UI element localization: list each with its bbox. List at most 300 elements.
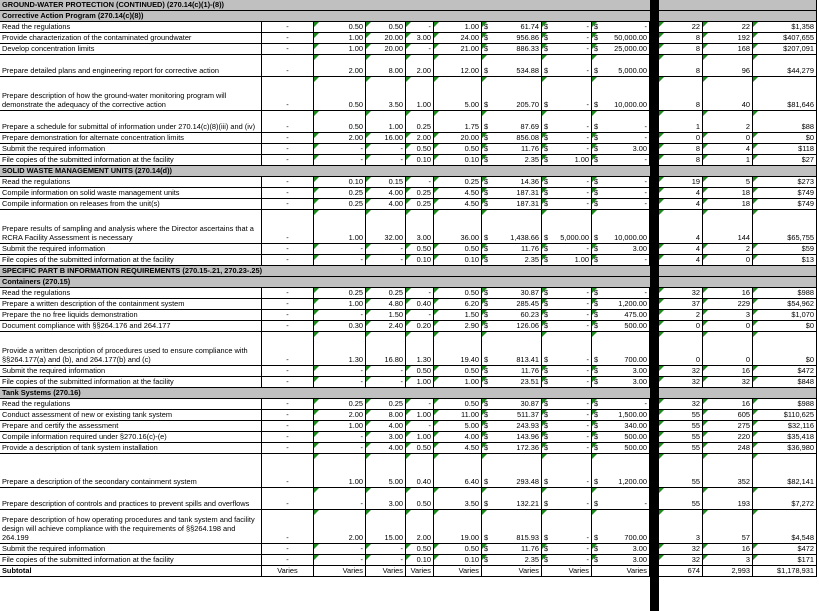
cell-c2[interactable]: 1.00 xyxy=(314,454,366,488)
cell-c4[interactable]: Varies xyxy=(406,566,434,577)
cell-c3[interactable]: 4.00 xyxy=(366,188,406,199)
cell-c3[interactable]: 4.00 xyxy=(366,443,406,454)
cell-c11[interactable]: $0 xyxy=(753,133,817,144)
cell-c5[interactable]: 0.50 xyxy=(434,399,482,410)
cell-c6[interactable] xyxy=(482,432,542,443)
cell-c6[interactable] xyxy=(482,155,542,166)
cell-c6[interactable] xyxy=(482,244,542,255)
cell-c3[interactable]: 3.00 xyxy=(366,432,406,443)
cell-c11[interactable]: $7,272 xyxy=(753,488,817,510)
cell-c2[interactable]: 2.00 xyxy=(314,133,366,144)
cell-c6[interactable] xyxy=(482,332,542,366)
cell-c11[interactable]: $848 xyxy=(753,377,817,388)
cell-c7[interactable] xyxy=(542,544,592,555)
row-description[interactable]: File copies of the submitted information at the facility xyxy=(0,255,262,266)
cell-c1[interactable]: - xyxy=(262,288,314,299)
row-description[interactable]: Submit the required information xyxy=(0,544,262,555)
cell-c5[interactable]: 2.90 xyxy=(434,321,482,332)
cell-c2[interactable]: - xyxy=(314,432,366,443)
cell-c4[interactable]: 1.30 xyxy=(406,332,434,366)
cell-c4[interactable]: 1.00 xyxy=(406,410,434,421)
cell-c2[interactable]: 1.00 xyxy=(314,421,366,432)
cell-c2[interactable]: 1.30 xyxy=(314,332,366,366)
cell-c6[interactable] xyxy=(482,188,542,199)
cell-c4[interactable]: 0.25 xyxy=(406,199,434,210)
cell-c4[interactable]: - xyxy=(406,44,434,55)
cell-c9[interactable]: 8 xyxy=(659,144,703,155)
cell-c1[interactable]: - xyxy=(262,133,314,144)
section-label[interactable]: SOLID WASTE MANAGEMENT UNITS (270.14(d)) xyxy=(0,166,650,177)
cell-c7[interactable] xyxy=(542,188,592,199)
cell-c5[interactable]: 0.10 xyxy=(434,255,482,266)
cell-c4[interactable]: 0.50 xyxy=(406,244,434,255)
section-label[interactable]: Corrective Action Program (270.14(c)(8)) xyxy=(0,11,650,22)
cell-c2[interactable]: Varies xyxy=(314,566,366,577)
cell-c11[interactable]: $171 xyxy=(753,555,817,566)
cell-c7[interactable] xyxy=(542,55,592,77)
cell-c2[interactable]: - xyxy=(314,443,366,454)
cell-c10[interactable]: 96 xyxy=(703,55,753,77)
table-title-text[interactable]: GROUND-WATER PROTECTION (CONTINUED) (270.14(c)(1)-(8)) xyxy=(0,0,650,11)
cell-c1[interactable]: - xyxy=(262,244,314,255)
cell-c6[interactable] xyxy=(482,544,542,555)
cell-c1[interactable]: - xyxy=(262,377,314,388)
cell-c5[interactable]: 20.00 xyxy=(434,133,482,144)
cell-c8[interactable] xyxy=(592,33,650,44)
cell-c5[interactable]: 0.25 xyxy=(434,177,482,188)
cell-c8[interactable] xyxy=(592,488,650,510)
cell-c5[interactable]: 5.00 xyxy=(434,77,482,111)
cell-c6[interactable] xyxy=(482,510,542,544)
cell-c3[interactable]: 1.50 xyxy=(366,310,406,321)
cell-c7[interactable] xyxy=(542,432,592,443)
cell-c5[interactable]: Varies xyxy=(434,566,482,577)
cell-c5[interactable]: 4.00 xyxy=(434,432,482,443)
cell-c9[interactable]: 674 xyxy=(659,566,703,577)
cell-c11[interactable]: $110,625 xyxy=(753,410,817,421)
cell-c5[interactable]: 0.10 xyxy=(434,555,482,566)
cell-c1[interactable]: - xyxy=(262,177,314,188)
cell-c4[interactable]: - xyxy=(406,288,434,299)
cell-c4[interactable]: 0.50 xyxy=(406,544,434,555)
cell-c2[interactable]: - xyxy=(314,366,366,377)
cell-c9[interactable]: 0 xyxy=(659,321,703,332)
cell-c3[interactable]: 20.00 xyxy=(366,44,406,55)
cell-c6[interactable] xyxy=(482,33,542,44)
row-description[interactable]: Prepare demonstration for alternate concentration limits xyxy=(0,133,262,144)
cell-c8[interactable] xyxy=(592,366,650,377)
cell-c7[interactable] xyxy=(542,399,592,410)
cell-c9[interactable]: 0 xyxy=(659,133,703,144)
cell-c1[interactable]: - xyxy=(262,111,314,133)
cell-c1[interactable]: - xyxy=(262,144,314,155)
cell-c5[interactable]: 6.20 xyxy=(434,299,482,310)
cell-c11[interactable]: $988 xyxy=(753,288,817,299)
cell-c7[interactable] xyxy=(542,133,592,144)
cell-c6[interactable] xyxy=(482,299,542,310)
cell-c8[interactable] xyxy=(592,377,650,388)
cell-c5[interactable]: 0.50 xyxy=(434,544,482,555)
cell-c4[interactable]: 1.00 xyxy=(406,377,434,388)
cell-c8[interactable] xyxy=(592,177,650,188)
cell-c11[interactable]: $54,962 xyxy=(753,299,817,310)
cell-c5[interactable]: 24.00 xyxy=(434,33,482,44)
cell-c8[interactable] xyxy=(592,288,650,299)
cell-c10[interactable]: 18 xyxy=(703,188,753,199)
cell-c8[interactable] xyxy=(592,22,650,33)
cell-c7[interactable] xyxy=(542,44,592,55)
cell-c5[interactable]: 0.50 xyxy=(434,366,482,377)
cell-c9[interactable]: 8 xyxy=(659,155,703,166)
cell-c8[interactable] xyxy=(592,399,650,410)
cell-c1[interactable]: - xyxy=(262,410,314,421)
cell-c7[interactable] xyxy=(542,488,592,510)
cell-c10[interactable]: 605 xyxy=(703,410,753,421)
cell-c10[interactable]: 3 xyxy=(703,555,753,566)
cell-c5[interactable]: 11.00 xyxy=(434,410,482,421)
cell-c2[interactable]: 1.00 xyxy=(314,299,366,310)
cell-c4[interactable]: 2.00 xyxy=(406,55,434,77)
cell-c9[interactable]: 32 xyxy=(659,366,703,377)
cell-c7[interactable] xyxy=(542,366,592,377)
cell-c1[interactable]: - xyxy=(262,510,314,544)
row-description[interactable]: Read the regulations xyxy=(0,22,262,33)
cell-c9[interactable]: 4 xyxy=(659,210,703,244)
cell-c10[interactable]: 248 xyxy=(703,443,753,454)
cell-c9[interactable]: 32 xyxy=(659,288,703,299)
cell-c3[interactable]: 0.25 xyxy=(366,399,406,410)
cell-c3[interactable]: - xyxy=(366,155,406,166)
cell-c11[interactable]: $273 xyxy=(753,177,817,188)
cell-c6[interactable] xyxy=(482,199,542,210)
cell-c7[interactable] xyxy=(542,144,592,155)
row-description[interactable]: Conduct assessment of new or existing tank system xyxy=(0,410,262,421)
cell-c3[interactable]: - xyxy=(366,555,406,566)
cell-c5[interactable]: 6.40 xyxy=(434,454,482,488)
cell-c8[interactable] xyxy=(592,210,650,244)
cell-c5[interactable]: 0.50 xyxy=(434,244,482,255)
cell-c2[interactable]: 0.10 xyxy=(314,177,366,188)
cell-c10[interactable]: 352 xyxy=(703,454,753,488)
cell-c7[interactable] xyxy=(542,210,592,244)
row-description[interactable]: Prepare a schedule for submittal of information under 270.14(c)(8)(iii) and (iv) xyxy=(0,111,262,133)
cell-c9[interactable]: 32 xyxy=(659,555,703,566)
cell-c2[interactable]: 1.00 xyxy=(314,44,366,55)
row-description[interactable]: Provide a written description of procedures used to ensure compliance with §§264.177(a) and (b), and 264.177(b) and (c) xyxy=(0,332,262,366)
row-description[interactable]: Read the regulations xyxy=(0,399,262,410)
section-label[interactable]: Tank Systems (270.16) xyxy=(0,388,650,399)
cell-c3[interactable]: 3.50 xyxy=(366,77,406,111)
cell-c9[interactable]: 37 xyxy=(659,299,703,310)
cell-c2[interactable]: 1.00 xyxy=(314,210,366,244)
cell-c6[interactable] xyxy=(482,488,542,510)
cell-c2[interactable]: 0.25 xyxy=(314,288,366,299)
cell-c11[interactable]: $59 xyxy=(753,244,817,255)
cell-c3[interactable]: 3.00 xyxy=(366,488,406,510)
cell-c11[interactable]: $1,070 xyxy=(753,310,817,321)
cell-c7[interactable] xyxy=(542,332,592,366)
cell-c9[interactable]: 8 xyxy=(659,33,703,44)
cell-c4[interactable]: 0.40 xyxy=(406,299,434,310)
cell-c8[interactable] xyxy=(592,321,650,332)
cell-c8[interactable] xyxy=(592,44,650,55)
cell-c2[interactable]: - xyxy=(314,310,366,321)
cell-c6[interactable] xyxy=(482,555,542,566)
cell-c10[interactable]: 2 xyxy=(703,244,753,255)
cell-c4[interactable]: 0.10 xyxy=(406,255,434,266)
cell-c5[interactable]: 1.75 xyxy=(434,111,482,133)
cell-c6[interactable] xyxy=(482,366,542,377)
cell-c11[interactable]: $32,116 xyxy=(753,421,817,432)
cell-c3[interactable]: 8.00 xyxy=(366,55,406,77)
cell-c10[interactable]: 1 xyxy=(703,155,753,166)
cell-c9[interactable]: 55 xyxy=(659,454,703,488)
cell-c2[interactable]: - xyxy=(314,155,366,166)
cell-c4[interactable]: 0.50 xyxy=(406,443,434,454)
cell-c7[interactable] xyxy=(542,255,592,266)
cell-c9[interactable]: 55 xyxy=(659,443,703,454)
cell-c4[interactable]: 2.00 xyxy=(406,133,434,144)
cell-c3[interactable]: 0.25 xyxy=(366,288,406,299)
cell-c11[interactable]: $81,646 xyxy=(753,77,817,111)
cell-c9[interactable]: 2 xyxy=(659,310,703,321)
cell-c9[interactable]: 1 xyxy=(659,111,703,133)
cell-c5[interactable]: 3.50 xyxy=(434,488,482,510)
cell-c8[interactable] xyxy=(592,155,650,166)
cell-c8[interactable] xyxy=(592,133,650,144)
cell-c3[interactable]: 16.80 xyxy=(366,332,406,366)
cell-c1[interactable]: - xyxy=(262,443,314,454)
cell-c8[interactable] xyxy=(592,410,650,421)
cell-c1[interactable]: - xyxy=(262,210,314,244)
cell-c4[interactable]: 3.00 xyxy=(406,210,434,244)
row-description[interactable]: Read the regulations xyxy=(0,177,262,188)
row-description[interactable]: Provide a description of tank system installation xyxy=(0,443,262,454)
cell-c11[interactable]: $13 xyxy=(753,255,817,266)
cell-c8[interactable]: Varies xyxy=(592,566,650,577)
cell-c11[interactable]: $472 xyxy=(753,544,817,555)
cell-c7[interactable] xyxy=(542,22,592,33)
cell-c3[interactable]: 8.00 xyxy=(366,410,406,421)
cell-c11[interactable]: $407,655 xyxy=(753,33,817,44)
cell-c9[interactable]: 19 xyxy=(659,177,703,188)
cell-c8[interactable] xyxy=(592,77,650,111)
cell-c8[interactable] xyxy=(592,510,650,544)
cell-c1[interactable]: - xyxy=(262,321,314,332)
row-description[interactable]: Prepare detailed plans and engineering report for corrective action xyxy=(0,55,262,77)
cell-c6[interactable] xyxy=(482,55,542,77)
cell-c10[interactable]: 16 xyxy=(703,366,753,377)
cell-c3[interactable]: 4.80 xyxy=(366,299,406,310)
cell-c5[interactable]: 4.50 xyxy=(434,443,482,454)
cell-c6[interactable] xyxy=(482,210,542,244)
cell-c5[interactable]: 0.10 xyxy=(434,155,482,166)
row-description[interactable]: Provide characterization of the contaminated groundwater xyxy=(0,33,262,44)
cell-c2[interactable]: 2.00 xyxy=(314,510,366,544)
cell-c10[interactable]: 193 xyxy=(703,488,753,510)
cell-c6[interactable] xyxy=(482,44,542,55)
cell-c10[interactable]: 16 xyxy=(703,544,753,555)
cell-c8[interactable] xyxy=(592,255,650,266)
cell-c3[interactable]: - xyxy=(366,144,406,155)
row-description[interactable]: Develop concentration limits xyxy=(0,44,262,55)
cell-c11[interactable]: $35,418 xyxy=(753,432,817,443)
cell-c5[interactable]: 12.00 xyxy=(434,55,482,77)
cell-c8[interactable] xyxy=(592,332,650,366)
row-description[interactable]: Subtotal xyxy=(0,566,262,577)
cell-c1[interactable]: - xyxy=(262,454,314,488)
row-description[interactable]: Submit the required information xyxy=(0,244,262,255)
cell-c9[interactable]: 32 xyxy=(659,544,703,555)
cell-c8[interactable] xyxy=(592,299,650,310)
cell-c1[interactable]: - xyxy=(262,544,314,555)
cell-c11[interactable]: $118 xyxy=(753,144,817,155)
row-description[interactable]: Prepare results of sampling and analysis where the Director ascertains that a RCRA Facility Assessment is necessary xyxy=(0,210,262,244)
cell-c8[interactable] xyxy=(592,244,650,255)
cell-c2[interactable]: 0.50 xyxy=(314,22,366,33)
cell-c4[interactable]: - xyxy=(406,399,434,410)
cell-c2[interactable]: 0.25 xyxy=(314,199,366,210)
row-description[interactable]: Submit the required information xyxy=(0,366,262,377)
cell-c4[interactable]: - xyxy=(406,310,434,321)
cell-c11[interactable]: $207,091 xyxy=(753,44,817,55)
section-label[interactable]: Containers (270.15) xyxy=(0,277,650,288)
cell-c3[interactable]: 4.00 xyxy=(366,199,406,210)
cell-c7[interactable] xyxy=(542,421,592,432)
cell-c1[interactable]: - xyxy=(262,421,314,432)
cell-c9[interactable]: 55 xyxy=(659,421,703,432)
cell-c8[interactable] xyxy=(592,144,650,155)
row-description[interactable]: Prepare and certify the assessment xyxy=(0,421,262,432)
cell-c9[interactable]: 55 xyxy=(659,432,703,443)
cell-c7[interactable] xyxy=(542,377,592,388)
cell-c6[interactable] xyxy=(482,443,542,454)
cell-c5[interactable]: 1.00 xyxy=(434,22,482,33)
cell-c4[interactable]: 0.10 xyxy=(406,555,434,566)
cell-c10[interactable]: 0 xyxy=(703,332,753,366)
cell-c1[interactable]: - xyxy=(262,55,314,77)
cell-c8[interactable] xyxy=(592,310,650,321)
cell-c10[interactable]: 18 xyxy=(703,199,753,210)
cell-c6[interactable] xyxy=(482,454,542,488)
cell-c6[interactable] xyxy=(482,22,542,33)
cell-c7[interactable] xyxy=(542,510,592,544)
cell-c4[interactable]: 0.10 xyxy=(406,155,434,166)
row-description[interactable]: Prepare the no free liquids demonstration xyxy=(0,310,262,321)
cell-c7[interactable] xyxy=(542,288,592,299)
cell-c9[interactable]: 4 xyxy=(659,255,703,266)
cell-c4[interactable]: 0.25 xyxy=(406,111,434,133)
cell-c1[interactable]: Varies xyxy=(262,566,314,577)
cell-c1[interactable]: - xyxy=(262,488,314,510)
cell-c11[interactable]: $749 xyxy=(753,199,817,210)
section-label[interactable]: SPECIFIC PART B INFORMATION REQUIREMENTS (270.15-.21, 270.23-.25) xyxy=(0,266,650,277)
cell-c10[interactable]: 220 xyxy=(703,432,753,443)
cell-c11[interactable]: $65,755 xyxy=(753,210,817,244)
cell-c3[interactable]: - xyxy=(366,255,406,266)
cell-c7[interactable] xyxy=(542,77,592,111)
cell-c10[interactable]: 275 xyxy=(703,421,753,432)
cell-c2[interactable]: 2.00 xyxy=(314,55,366,77)
cell-c9[interactable]: 8 xyxy=(659,44,703,55)
cell-c4[interactable]: - xyxy=(406,177,434,188)
row-description[interactable]: Read the regulations xyxy=(0,288,262,299)
cell-c7[interactable] xyxy=(542,410,592,421)
cell-c4[interactable]: 0.20 xyxy=(406,321,434,332)
cell-c9[interactable]: 3 xyxy=(659,510,703,544)
row-description[interactable]: File copies of the submitted information at the facility xyxy=(0,155,262,166)
cell-c2[interactable]: 0.50 xyxy=(314,111,366,133)
cell-c10[interactable]: 0 xyxy=(703,321,753,332)
cell-c5[interactable]: 0.50 xyxy=(434,144,482,155)
cell-c4[interactable]: 0.50 xyxy=(406,488,434,510)
cell-c10[interactable]: 192 xyxy=(703,33,753,44)
cell-c10[interactable]: 0 xyxy=(703,255,753,266)
cell-c1[interactable]: - xyxy=(262,199,314,210)
cell-c9[interactable]: 32 xyxy=(659,399,703,410)
cell-c2[interactable]: 1.00 xyxy=(314,33,366,44)
cell-c3[interactable]: 32.00 xyxy=(366,210,406,244)
cell-c5[interactable]: 36.00 xyxy=(434,210,482,244)
cell-c10[interactable]: 32 xyxy=(703,377,753,388)
row-description[interactable]: Prepare a written description of the containment system xyxy=(0,299,262,310)
cell-c6[interactable] xyxy=(482,144,542,155)
cell-c3[interactable]: 1.00 xyxy=(366,111,406,133)
cell-c2[interactable]: - xyxy=(314,377,366,388)
cell-c4[interactable]: - xyxy=(406,421,434,432)
cell-c6[interactable] xyxy=(482,377,542,388)
cell-c5[interactable]: 19.00 xyxy=(434,510,482,544)
cell-c6[interactable] xyxy=(482,310,542,321)
cell-c7[interactable] xyxy=(542,555,592,566)
cell-c4[interactable]: 0.25 xyxy=(406,188,434,199)
cell-c2[interactable]: - xyxy=(314,144,366,155)
cell-c10[interactable]: 144 xyxy=(703,210,753,244)
cell-c11[interactable]: $988 xyxy=(753,399,817,410)
cell-c2[interactable]: 0.25 xyxy=(314,188,366,199)
cell-c11[interactable]: $1,358 xyxy=(753,22,817,33)
cell-c8[interactable] xyxy=(592,544,650,555)
cell-c2[interactable]: 2.00 xyxy=(314,410,366,421)
cell-c8[interactable] xyxy=(592,111,650,133)
cell-c2[interactable]: 0.30 xyxy=(314,321,366,332)
cell-c2[interactable]: - xyxy=(314,555,366,566)
cell-c7[interactable] xyxy=(542,199,592,210)
cell-c1[interactable]: - xyxy=(262,299,314,310)
cell-c7[interactable] xyxy=(542,321,592,332)
cell-c1[interactable]: - xyxy=(262,44,314,55)
cell-c9[interactable]: 4 xyxy=(659,244,703,255)
row-description[interactable]: Prepare description of controls and practices to prevent spills and overflows xyxy=(0,488,262,510)
cell-c10[interactable]: 4 xyxy=(703,144,753,155)
cell-c1[interactable]: - xyxy=(262,77,314,111)
cell-c7[interactable] xyxy=(542,155,592,166)
cell-c9[interactable]: 55 xyxy=(659,488,703,510)
cell-c6[interactable] xyxy=(482,255,542,266)
cell-c7[interactable] xyxy=(542,310,592,321)
cell-c10[interactable]: 3 xyxy=(703,310,753,321)
cell-c10[interactable]: 16 xyxy=(703,288,753,299)
cell-c7[interactable] xyxy=(542,454,592,488)
cell-c5[interactable]: 0.50 xyxy=(434,288,482,299)
cell-c6[interactable] xyxy=(482,410,542,421)
cell-c3[interactable]: - xyxy=(366,544,406,555)
cell-c4[interactable]: 0.50 xyxy=(406,144,434,155)
cell-c10[interactable]: 2,993 xyxy=(703,566,753,577)
row-description[interactable]: Prepare description of how operating procedures and tank system and facility design will achieve compliance with the requirements of §§264.198 and 264.199 xyxy=(0,510,262,544)
cell-c1[interactable]: - xyxy=(262,188,314,199)
cell-c1[interactable]: - xyxy=(262,255,314,266)
